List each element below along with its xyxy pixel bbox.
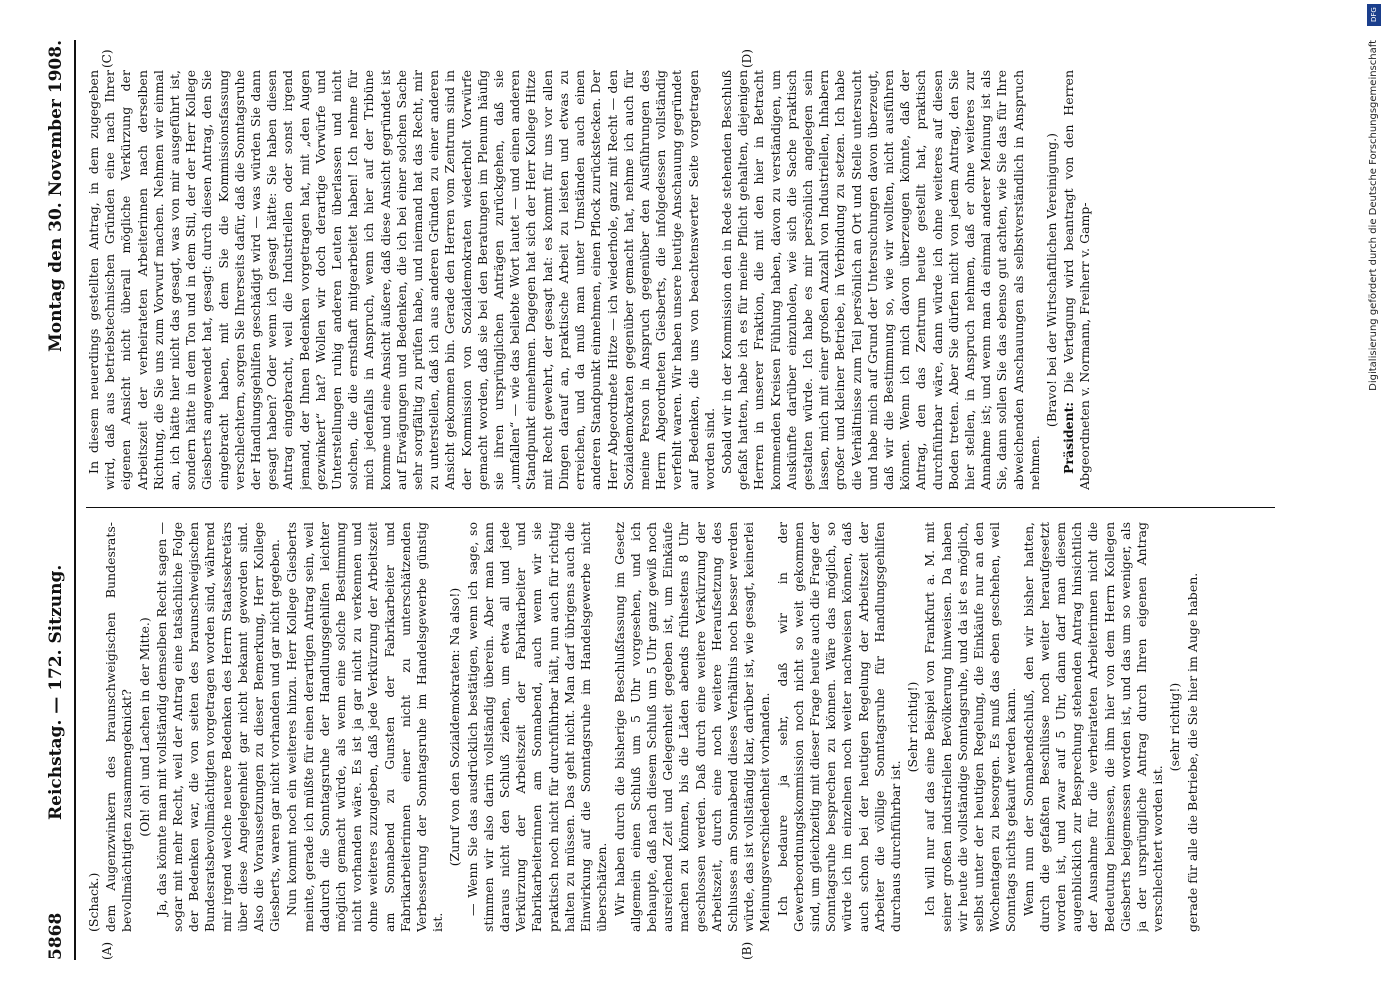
paragraph: Sobald wir in der Kommission den in Rede stehenden Beschluß gefaßt hatten, habe ich es für meine Pflicht gehalten, diejenigen Herren in unserer Fraktion, die mit den hier in Betracht kommenden Kreisen Fühlung haben, davon zu verständigen, um Auskünfte darüber einzuholen, wie sich die Sache praktisch gestalten würde. Ich habe es mir persönlich angelegen sein lassen, mich mit einer großen Anzahl von Industriellen, Inhabern großer und kleiner Betriebe, in Verbindung zu setzen. Ich habe die Verhältnisse zum Teil persönlich an Ort und Stelle untersucht und habe mich auf Grund der Untersuchungen davon überzeugt, daß wir die Bestimmung so, wie wir wollten, nicht ausführen können. Wenn ich mich davon überzeugen könnte, daß der Antrag, den das Zentrum heute gestellt hat, praktisch durchführbar wäre, dann würde ich ohne weiteres auf diesen Boden treten. Aber Sie dürfen nicht von jedem Antrag, den Sie hier stellen, in Anspruch nehmen, daß er ohne weiteres zur Annahme ist; und wenn man da einmal anderer Meinung ist als Sie, dann sollen Sie das ebenso gut achten, wie Sie das für Ihre abweichenden Anschauungen als selbstverständlich in Anspruch nehmen. [718,70,1042,490]
margin-marker-a: (A) [100,941,114,960]
speech-text: Die Vertagung wird beantragt von den Herren Abgeordneten v. Normann, Freiherr v. Gamp- [1061,70,1093,490]
paragraph: Ich bedaure ja sehr, daß wir in der Gewerbeordnungskommission noch nicht so weit gekommen sind, um gleichzeitig mit dieser Frage heute auch die Frage der Sonntagsruhe besprechen zu können. Wäre das möglich, so würde ich im einzelnen noch weiter nachweisen können, daß auch schon bei der heutigen Regelung der Arbeitszeit der Arbeiter die völlige Sonntagsruhe für Handlungsgehilfen durchaus durchführbar ist. [774,522,903,932]
margin-marker-c: (C) [100,49,114,68]
document-page [40,40,1330,960]
paragraph: Ich will nur auf das eine Beispiel von Frankfurt a. M. mit seiner großen industriellen Bevölkerung hinweisen. Da haben wir heute die vollständige Sonntagsruhe, und da ist es möglich, selbst unter der heutigen Regelung, die Einkäufe nur an den Wochentagen zu besorgen. Es muß das eben geschehen, weil Sonntags nichts gekauft werden kann. [922,522,1019,932]
paragraph: Wir haben durch die bisherige Beschlußfassung im Gesetz allgemein einen Schluß um 5 Uhr vorgesehen, und ich behaupte, daß nach diesem Schluß um 5 Uhr ganz gewiß noch ausreichend Zeit und Gelegenheit gegeben ist, um Einkäufe machen zu können, bis die Läden abends frühestens 8 Uhr geschlossen werden. Daß durch eine weitere Verkürzung der Arbeitszeit, durch eine noch weitere Heraufsetzung des Schlusses am Sonnabend dieses Verhältnis noch besser werden würde, das ist vollständig klar, darüber ist, wie gesagt, keinerlei Meinungsverschiedenheit vorhanden. [611,522,773,932]
column-divider [86,507,1275,508]
session-title: Reichstag. — 172. Sitzung. [46,564,66,820]
dfg-logo-icon: DFG [1367,4,1381,26]
paragraph: Ja, das könnte man mit vollständig demselben Recht sagen — sogar mit mehr Recht, weil der Antrag eine tatsächliche Folge der Bedenken war, die von seiten des braunschweigischen Bundesratsbevollmächtigten vorgetragen worden sind, während mir irgend welche neuere Bedenken des Herrn Staatssekretärs über diese Angelegenheit gar nicht bekannt geworden sind. Also die Voraussetzungen zu dieser Bemerkung, Herr Kollege Giesberts, waren gar nicht vorhanden und gar nicht gegeben. [153,522,283,932]
interjection: (Oh! oh! und Lachen in der Mitte.) [136,617,152,837]
interjection: (sehr richtig!) [1167,682,1183,772]
right-text-column [86,70,1275,490]
interjection: (Zuruf von den Sozialdemokraten: Na also!) [447,587,463,867]
header-rule [74,40,76,960]
paragraph: — Wenn Sie das ausdrücklich bestätigen, wenn ich sage, so stimmen wir also darin vollständig überein. Aber man kann daraus nicht den Schluß ziehen, um etwa all und jede Verkürzung der Arbeitszeit der Fabrikarbeiter und Fabrikarbeiterinnen am Sonnabend, auch wenn wir sie praktisch noch nicht für durchführbar hält, nun auch für richtig halten zu müssen. Das geht nicht. Man darf übrigens auch die Einwirkung auf die Sonntagsruhe im Handelsgewerbe nicht überschätzen. [464,522,610,932]
paragraph: In diesem neuerdings gestellten Antrag, in dem zugegeben wird, daß aus betriebstechnischen Gründen eine nach Ihrer eigenen Ansicht nicht überall mögliche Verkürzung der Arbeitszeit der verheirateten Arbeiterinnen nach derselben Richtung, die Sie uns zum Vorwurf machen. Nehmen wir einmal an, ich hätte hier nicht das gesagt, was von mir ausgeführt ist, sondern hätte in dem Ton und in dem Stil, der der Herr Kollege Giesberts angewendet hat, gesagt: durch diesen Antrag, den Sie eingebracht haben, mit dem Sie die Kommissionsfassung verschlechtern, sorgen Sie Ihrerseits dafür, daß die Sonntagsruhe der Handlungsgehilfen geschädigt wird — was würden Sie dann gesagt haben? Oder wenn ich gesagt hätte: Sie haben diesen Antrag eingebracht, weil die Industriellen oder sonst irgend jemand, der Ihnen Bedenken vorgetragen hat, mit „den Augen gezwinkert“ hat? Wollen wir doch derartige Vorwürfe und Unterstellungen ruhig anderen Leuten überlassen und nicht solchen, die die ernsthaft mitgearbeitet haben! Ich nehme für mich jedenfalls in Anspruch, wenn ich hier auf der Tribüne komme und eine Ansicht äußere, daß diese Ansicht gegründet ist auf Erwägungen und Bedenken, die ich bei einer solchen Sache sehr sorgfältig zu prüfen habe, und niemand hat das Recht, mir zu unterstellen, daß ich aus anderen Gründen zu einer anderen Ansicht gekommen bin. Gerade den Herren vom Zentrum sind in der Kommission von Sozialdemokraten wiederholt Vorwürfe gemacht worden, daß sie bei den Beratungen im Plenum häufig sie ihren ursprünglichen Anträgen zurückgehen, daß sie „umfallen“ — wie das beliebte Wort lautet — und einen anderen Standpunkt einnehmen. Dagegen hat sich der Herr Kollege Hitze mit Recht gewehrt, der gesagt hat: es kommt für uns vor allen Dingen darauf an, praktische Arbeit zu leisten und etwas zu erreichen, und da muß man unter Umständen auch einen anderen Standpunkt einnehmen, einen Pflock zurückstecken. Der Herr Abgeordnete Hitze — ich wiederhole, ganz mit Recht — den Sozialdemokraten gegenüber gemacht hat, nehme ich auch für meine Person in Anspruch gegenüber den Ausführungen des Herrn Abgeordneten Giesberts, die infolgedessen vollständig verfehlt waren. Wir haben unsere heutige Anschauung gegründet auf Bedenken, die uns von beachtenswerter Seite vorgetragen worden sind. [86,70,717,490]
page-header [40,40,74,960]
speaker-name: Präsident: [1061,401,1077,474]
continued-paragraph: gerade für alle die Betriebe, die Sie hier im Auge haben. [1184,572,1200,932]
president-paragraph [1061,70,1093,490]
continued-paragraph: dem Augenzwinkern des braunschweigischen Bundesrats-bevollmächtigten zusammengeknickt? [103,522,135,932]
paragraph: Wenn nun der Sonnabendschluß, den wir bisher hatten, durch die gefaßten Beschlüsse noch weiter heraufgesetzt worden ist, und zwar auf 5 Uhr, dann darf man diesem augenblicklich zur Besprechung stehenden Antrag hinsichtlich der Ausnahme für die verheirateten Arbeiterinnen nicht die Bedeutung beimessen, die ihm hier von dem Herrn Kollegen Giesberts beigemessen worden ist, und das um so weniger, als ja der ursprüngliche Antrag durch Ihren eigenen Antrag verschlechtert worden ist. [1020,522,1166,932]
interjection: (Bravo! bei der Wirtschaftlichen Vereinigung.) [1043,132,1059,428]
margin-marker-b: (B) [740,941,754,960]
speaker-label: (Schack.) [86,872,101,932]
page-number: 5868 [46,912,66,960]
interjection: (Sehr richtig!) [905,681,921,773]
margin-marker-d: (D) [740,49,754,68]
left-text-column [86,522,1275,932]
digitization-note: Digitalisierung gefördert durch die Deutsche Forschungsgemeinschaft [1368,40,1379,391]
paragraph: Nun kommt noch ein weiteres hinzu. Herr Kollege Giesberts meinte, gerade ich müßte für einen derartigen Antrag sein, weil dadurch die Sonntagsruhe der Handlungsgehilfen leichter möglich gemacht würde, als wenn eine solche Bestimmung nicht vorhanden wäre. Es ist ja gar nicht zu verkennen und ohne weiteres zuzugeben, daß jede Verkürzung der Arbeitszeit am Sonnabend zu Gunsten der Fabrikarbeiter und Fabrikarbeiterinnen einer nicht zu unterschätzenden Verbesserung der Sonntagsruhe im Handelsgewerbe günstig ist. [284,522,446,932]
session-date: Montag den 30. November 1908. [46,40,66,353]
